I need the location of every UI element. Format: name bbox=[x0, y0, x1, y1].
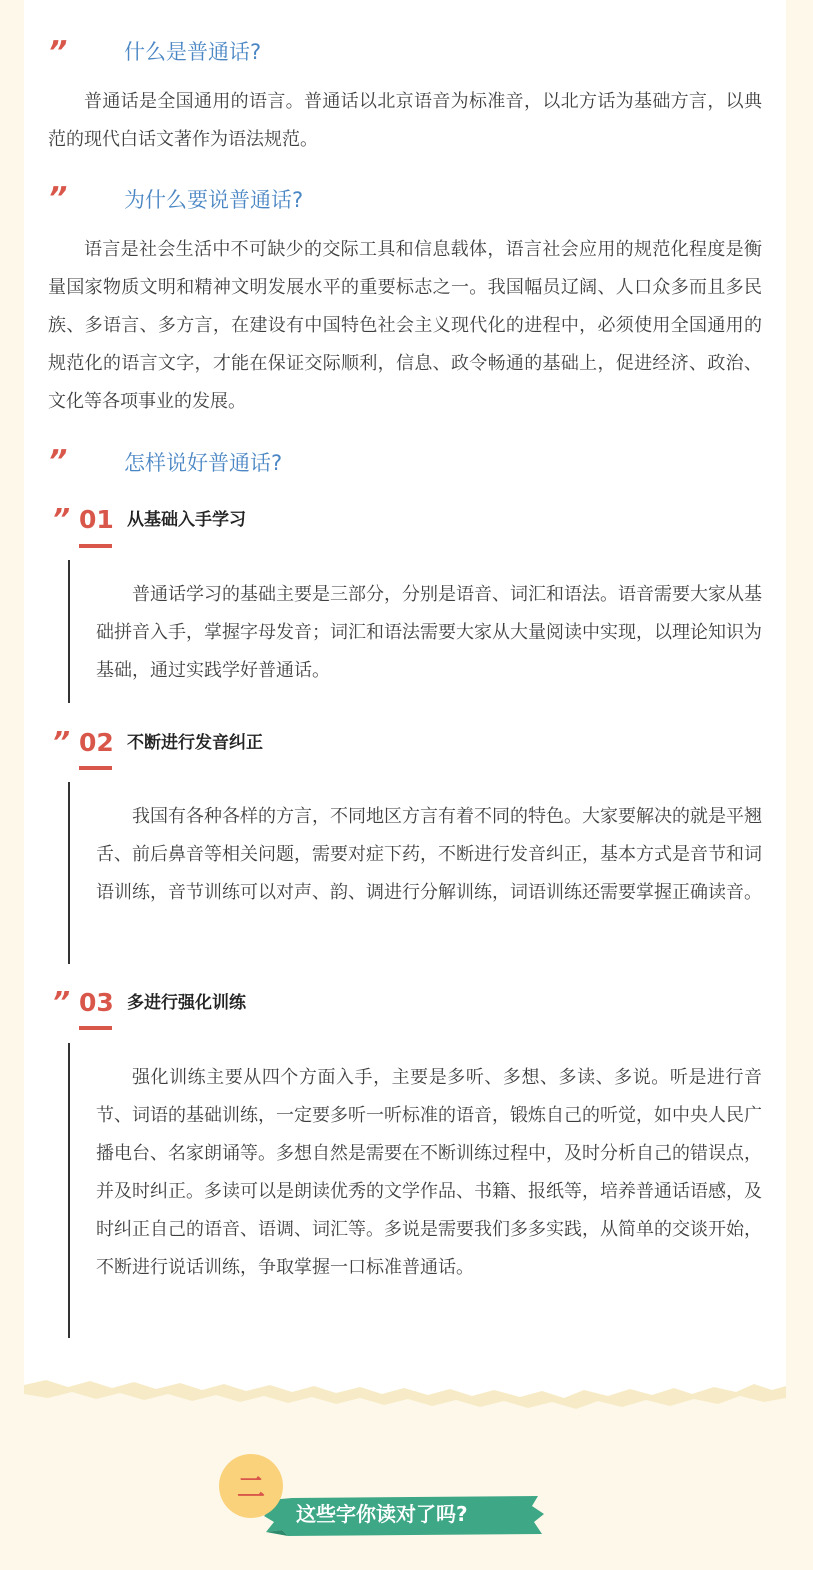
subsection-title: 从基础入手学习 bbox=[127, 510, 246, 530]
subsection-divider bbox=[68, 1043, 70, 1338]
section-heading-why: 为什么要说普通话? bbox=[124, 188, 304, 212]
subsection-underline bbox=[79, 1026, 112, 1030]
subsection-number: 03 bbox=[79, 988, 114, 1017]
section-banner-title: 这些字你读对了吗? bbox=[296, 1502, 468, 1526]
section-heading-what: 什么是普通话? bbox=[124, 40, 262, 64]
quote-mark-icon: ” bbox=[48, 181, 64, 216]
subsection-title: 多进行强化训练 bbox=[127, 993, 246, 1013]
subsection-body: 我国有各种各样的方言，不同地区方言有着不同的特色。大家要解决的就是平翘舌、前后鼻音等相关问题，需要对症下药，不断进行发音纠正，基本方式是音节和词语训练，音节训练可以对声、韵、调进行分解训练，词语训练还需要掌握正确读音。 bbox=[96, 806, 762, 903]
subsection-title: 不断进行发音纠正 bbox=[127, 733, 263, 753]
subsection-number: 02 bbox=[79, 728, 114, 757]
section-number-badge: 二 bbox=[219, 1454, 283, 1518]
subsection-underline bbox=[79, 544, 112, 548]
section-body-why: 语言是社会生活中不可缺少的交际工具和信息载体，语言社会应用的规范化程度是衡量国家物质文明和精神文明发展水平的重要标志之一。我国幅员辽阔、人口众多而且多民族、多语言、多方言，在建设有中国特色社会主义现代化的进程中，必须使用全国通用的规范化的语言文字，才能在保证交际顺利，信息、政令畅通的基础上，促进经济、政治、文化等各项事业的发展。 bbox=[48, 239, 762, 412]
quote-mark-icon: ” bbox=[52, 502, 67, 535]
section-heading-how: 怎样说好普通话? bbox=[124, 451, 283, 475]
quote-mark-icon: ” bbox=[48, 444, 64, 479]
quote-mark-icon: ” bbox=[48, 35, 64, 70]
subsection-divider bbox=[68, 560, 70, 703]
subsection-number: 01 bbox=[79, 505, 114, 534]
quote-mark-icon: ” bbox=[52, 725, 67, 758]
subsection-body: 强化训练主要从四个方面入手，主要是多听、多想、多读、多说。听是进行音节、词语的基础训练，一定要多听一听标准的语音，锻炼自己的听觉，如中央人民广播电台、名家朗诵等。多想自然是需要在不断训练过程中，及时分析自己的错误点，并及时纠正。多读可以是朗读优秀的文学作品、书籍、报纸等，培养普通话语感，及时纠正自己的语音、语调、词汇等。多说是需要我们多多实践，从简单的交谈开始，不断进行说话训练，争取掌握一口标准普通话。 bbox=[96, 1067, 762, 1278]
section-body-what: 普通话是全国通用的语言。普通话以北京语音为标准音，以北方话为基础方言，以典范的现代白话文著作为语法规范。 bbox=[48, 91, 762, 150]
torn-paper-edge bbox=[24, 1368, 786, 1416]
subsection-body: 普通话学习的基础主要是三部分，分别是语音、词汇和语法。语音需要大家从基础拼音入手，掌握字母发音；词汇和语法需要大家从大量阅读中实现，以理论知识为基础，通过实践学好普通话。 bbox=[96, 584, 762, 681]
subsection-underline bbox=[79, 766, 112, 770]
quote-mark-icon: ” bbox=[52, 985, 67, 1018]
subsection-divider bbox=[68, 782, 70, 964]
